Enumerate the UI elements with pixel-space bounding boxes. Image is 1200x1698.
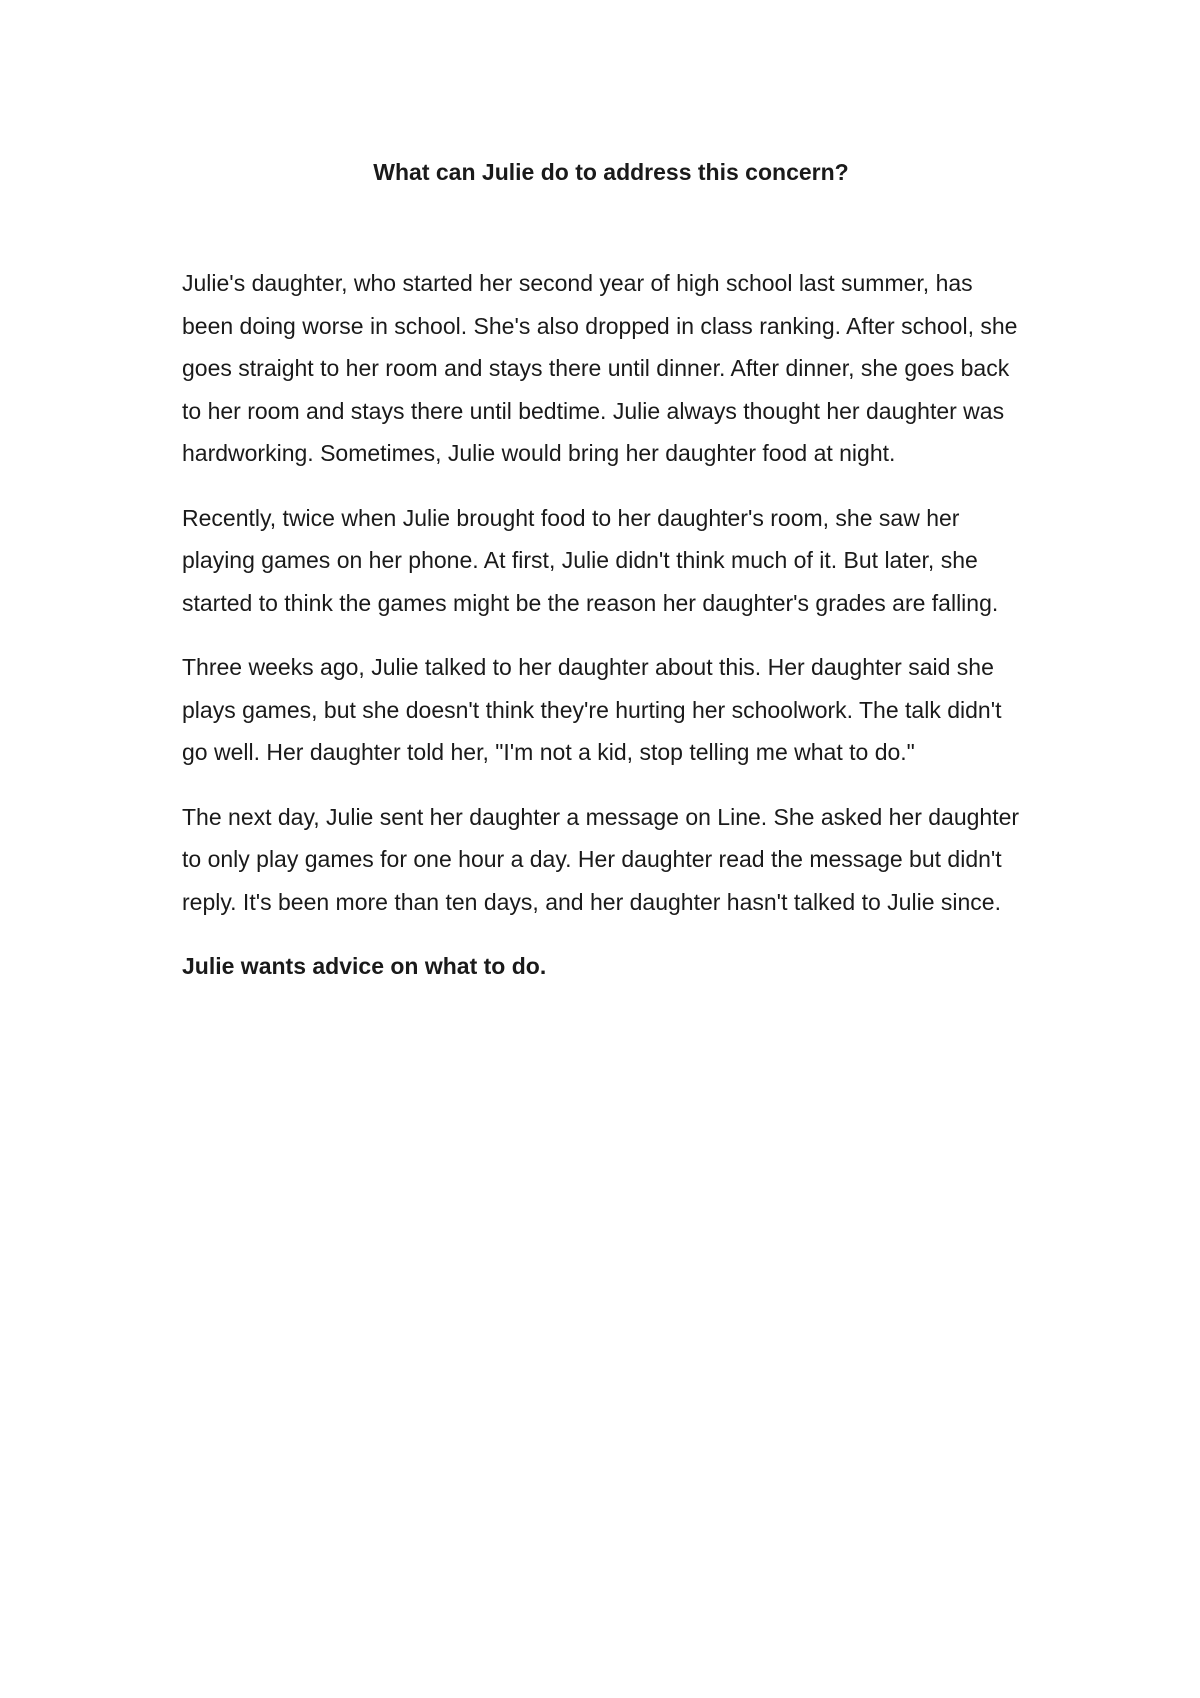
closing-statement: Julie wants advice on what to do. (182, 953, 547, 979)
paragraph-games-observed: Recently, twice when Julie brought food to her daughter's room, she saw her playing games on her phone. At first, Julie didn't think much of it. But later, she started to think the games might be the reason her daughter's grades are falling. (182, 504, 999, 616)
paragraph-line-message: The next day, Julie sent her daughter a message on Line. She asked her daughter to only play games for one hour a day. Her daughter read the message but didn't reply. It's been more than ten days, and her daughter hasn't talked to Julie since. (182, 803, 1020, 915)
paragraph-conversation: Three weeks ago, Julie talked to her daughter about this. Her daughter said she plays games, but she doesn't think they're hurting her schoolwork. The talk didn't go well. Her daughter told her, "I'm not a kid, stop telling me what to do." (182, 654, 1002, 765)
document-body (182, 150, 1028, 988)
document-title: What can Julie do to address this concern? (373, 159, 849, 185)
paragraph-background: Julie's daughter, who started her second year of high school last summer, has been doing worse in school. She's also dropped in class ranking. After school, she goes straight to her room and stays there until dinner. After dinner, she goes back to her room and stays there until bedtime. Julie always thought her daughter was hardworking. Sometimes, Julie would bring her daughter food at night. (182, 270, 1018, 466)
